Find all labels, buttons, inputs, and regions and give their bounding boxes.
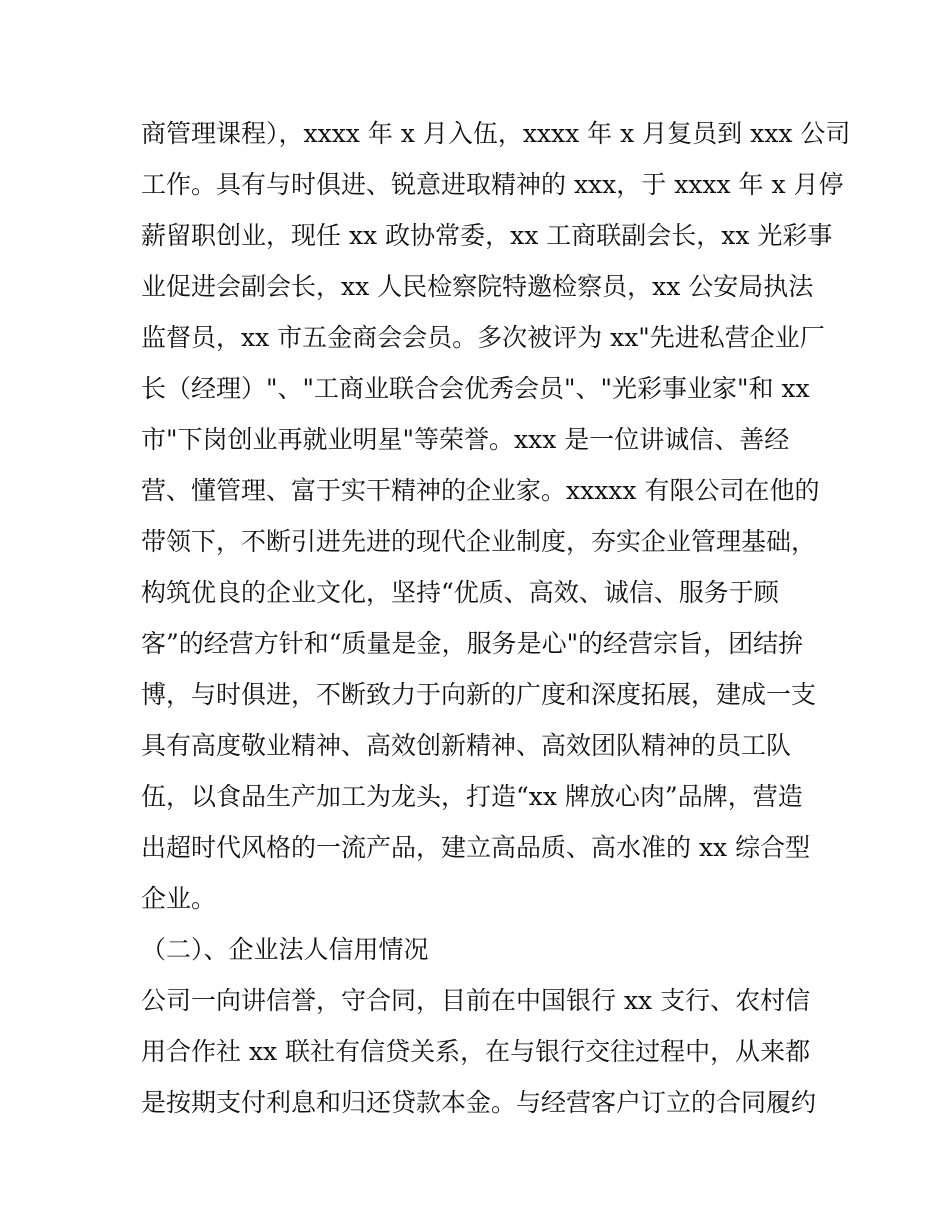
text-line: 监督员，xx 市五金商会会员。多次被评为 xx"先进私营企业厂 xyxy=(141,323,825,352)
text-line: 商管理课程），xxxx 年 x 月入伍，xxxx 年 x 月复员到 xxx 公司 xyxy=(141,119,851,148)
text-line: 具有高度敬业精神、高效创新精神、高效团队精神的员工队 xyxy=(141,731,792,760)
section-heading: （二）、企业法人信用情况 xyxy=(141,935,429,964)
text-line: 薪留职创业，现任 xx 政协常委，xx 工商联副会长，xx 光彩事 xyxy=(141,221,833,250)
document-body xyxy=(141,108,851,1128)
text-line: 博，与时俱进，不断致力于向新的广度和深度拓展，建成一支 xyxy=(141,680,817,709)
text-line: 构筑优良的企业文化，坚持“优质、高效、诚信、服务于顾 xyxy=(141,578,779,607)
text-line: 出超时代风格的一流产品，建立高品质、高水准的 xx 综合型 xyxy=(141,833,811,862)
text-line: 是按期支付利息和归还贷款本金。与经营客户订立的合同履约 xyxy=(141,1088,817,1117)
text-line: 业促进会副会长，xx 人民检察院特邀检察员，xx 公安局执法 xyxy=(141,272,814,301)
text-line: 长（经理）"、"工商业联合会优秀会员"、"光彩事业家"和 xx xyxy=(141,374,810,403)
text-line: 用合作社 xx 联社有信贷关系，在与银行交往过程中，从来都 xyxy=(141,1037,811,1066)
text-line: 企业。 xyxy=(141,884,217,913)
text-line: 营、懂管理、富于实干精神的企业家。xxxxx 有限公司在他的 xyxy=(141,476,820,505)
text-line: 带领下，不断引进先进的现代企业制度，夯实企业管理基础， xyxy=(141,527,817,556)
text-line: 市"下岗创业再就业明星"等荣誉。xxx 是一位讲诚信、善经 xyxy=(141,425,790,454)
text-line: 伍，以食品生产加工为龙头，打造“xx 牌放心肉”品牌，营造 xyxy=(141,782,803,811)
text-line: 工作。具有与时俱进、锐意进取精神的 xxx，于 xxxx 年 x 月停 xyxy=(141,170,844,199)
text-line: 公司一向讲信誉，守合同，目前在中国银行 xx 支行、农村信 xyxy=(141,986,811,1015)
text-line: 客”的经营方针和“质量是金，服务是心"的经营宗旨，团结拚 xyxy=(141,629,804,658)
